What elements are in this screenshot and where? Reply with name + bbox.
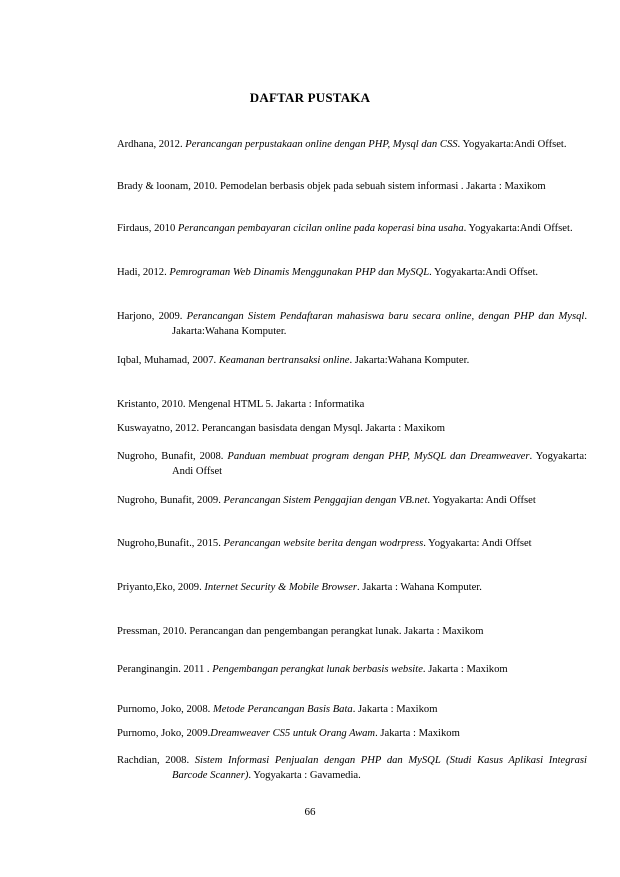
reference-entry: Nugroho,Bunafit., 2015. Perancangan website berita dengan wodrpress. Yogyakarta: Andi Offset bbox=[117, 538, 532, 549]
reference-entry: Nugroho, Bunafit, 2009. Perancangan Sistem Penggajian dengan VB.net. Yogyakarta: Andi Offset bbox=[117, 495, 536, 506]
reference-entry: Iqbal, Muhamad, 2007. Keamanan bertransaksi online. Jakarta:Wahana Komputer. bbox=[117, 355, 470, 366]
reference-entry: Firdaus, 2010 Perancangan pembayaran cicilan online pada koperasi bina usaha. Yogyakarta:Andi Offset. bbox=[117, 223, 573, 234]
reference-entry: Nugroho, Bunafit, 2008. Panduan membuat program dengan PHP, MySQL dan Dreamweaver. Yogyakarta: Andi Offset bbox=[117, 451, 587, 477]
page-number: 66 bbox=[304, 806, 316, 818]
page-title: DAFTAR PUSTAKA bbox=[249, 90, 371, 105]
reference-entry: Kristanto, 2010. Mengenal HTML 5. Jakarta : Informatika bbox=[117, 399, 365, 410]
reference-entry: Harjono, 2009. Perancangan Sistem Pendaftaran mahasiswa baru secara online, dengan PHP dan Mysql. Jakarta:Wahana Komputer. bbox=[117, 311, 588, 337]
reference-entry: Rachdian, 2008. Sistem Informasi Penjualan dengan PHP dan MySQL (Studi Kasus Aplikasi Integrasi Barcode Scanner). Yogyakarta : Gavamedia. bbox=[117, 755, 587, 781]
reference-entry: Priyanto,Eko, 2009. Internet Security & Mobile Browser. Jakarta : Wahana Komputer. bbox=[117, 582, 482, 593]
reference-entry: Purnomo, Joko, 2009.Dreamweaver CS5 untuk Orang Awam. Jakarta : Maxikom bbox=[117, 728, 460, 739]
reference-entry: Peranginangin. 2011 . Pengembangan perangkat lunak berbasis website. Jakarta : Maxikom bbox=[117, 664, 508, 675]
reference-entry: Purnomo, Joko, 2008. Metode Perancangan Basis Bata. Jakarta : Maxikom bbox=[117, 704, 438, 715]
reference-entry: Brady & loonam, 2010. Pemodelan berbasis objek pada sebuah sistem informasi . Jakarta : Maxikom bbox=[117, 181, 546, 192]
reference-entry: Kuswayatno, 2012. Perancangan basisdata dengan Mysql. Jakarta : Maxikom bbox=[117, 423, 446, 434]
reference-entry: Ardhana, 2012. Perancangan perpustakaan online dengan PHP, Mysql dan CSS. Yogyakarta:Andi Offset. bbox=[117, 139, 567, 150]
reference-entry: Hadi, 2012. Pemrograman Web Dinamis Menggunakan PHP dan MySQL. Yogyakarta:Andi Offset. bbox=[117, 267, 539, 278]
reference-entry: Pressman, 2010. Perancangan dan pengembangan perangkat lunak. Jakarta : Maxikom bbox=[117, 626, 484, 637]
